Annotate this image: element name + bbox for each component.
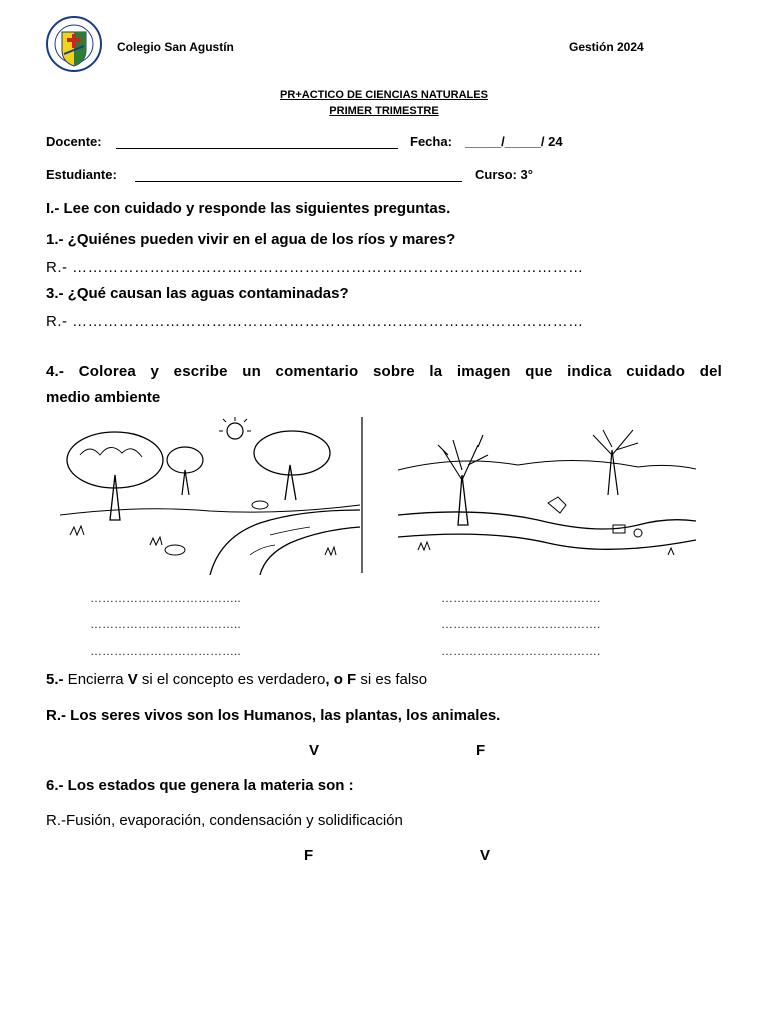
right-comment-line-1[interactable]: …………………………………. [441, 591, 601, 605]
fecha-label: Fecha: [410, 134, 452, 149]
school-name: Colegio San Agustín [117, 40, 234, 54]
clean-landscape-illustration [60, 415, 366, 575]
question-4-line2: medio ambiente [46, 389, 161, 406]
left-comment-line-1[interactable]: ……………………………….. [90, 591, 241, 605]
docente-label: Docente: [46, 134, 102, 149]
question-4-line1: 4.- Colorea y escribe un comentario sobre la imagen que indica cuidado del [46, 363, 722, 380]
question-6: 6.- Los estados que genera la materia son : [46, 777, 354, 794]
answer-1-line[interactable]: R.- ……………………………………………………………………………………… [46, 259, 584, 276]
school-crest-logo [46, 14, 102, 74]
answer-3-line[interactable]: R.- ……………………………………………………………………………………… [46, 313, 584, 330]
question-6-option-f[interactable]: F [304, 847, 314, 864]
curso-label: Curso: 3° [475, 167, 533, 182]
question-5-text-3: si es falso [356, 671, 428, 688]
right-comment-line-3[interactable]: …………………………………. [441, 644, 601, 658]
estudiante-label: Estudiante: [46, 167, 117, 182]
estudiante-line[interactable] [135, 167, 462, 182]
question-1: 1.- ¿Quiénes pueden vivir en el agua de los ríos y mares? [46, 231, 456, 248]
school-year: Gestión 2024 [569, 40, 644, 54]
question-5-text-1: Encierra [63, 671, 128, 688]
question-6-option-v[interactable]: V [480, 847, 491, 864]
question-5-v: V [127, 671, 138, 688]
left-comment-line-3[interactable]: ……………………………….. [90, 644, 241, 658]
question-5-number: 5.- [46, 671, 64, 688]
fecha-line[interactable]: _____/_____/ 24 [465, 134, 563, 149]
section-1-heading: I.- Lee con cuidado y responde las siguientes preguntas. [46, 200, 451, 217]
left-comment-line-2[interactable]: ……………………………….. [90, 617, 241, 631]
question-5-option-f[interactable]: F [476, 742, 486, 759]
docente-line[interactable] [116, 134, 398, 149]
question-5-option-v[interactable]: V [309, 742, 320, 759]
worksheet-title: PR+ACTICO DE CIENCIAS NATURALES [280, 89, 488, 101]
question-5-statement: R.- Los seres vivos son los Humanos, las plantas, los animales. [46, 707, 501, 724]
question-6-statement: R.-Fusión, evaporación, condensación y solidificación [46, 812, 403, 829]
right-comment-line-2[interactable]: …………………………………. [441, 617, 601, 631]
worksheet-subtitle: PRIMER TRIMESTRE [329, 105, 439, 117]
question-5-o-f: , o F [325, 671, 357, 688]
polluted-landscape-illustration [398, 425, 696, 565]
question-5 [46, 671, 427, 688]
question-3: 3.- ¿Qué causan las aguas contaminadas? [46, 285, 349, 302]
question-5-text-2: si el concepto es verdadero [137, 671, 326, 688]
